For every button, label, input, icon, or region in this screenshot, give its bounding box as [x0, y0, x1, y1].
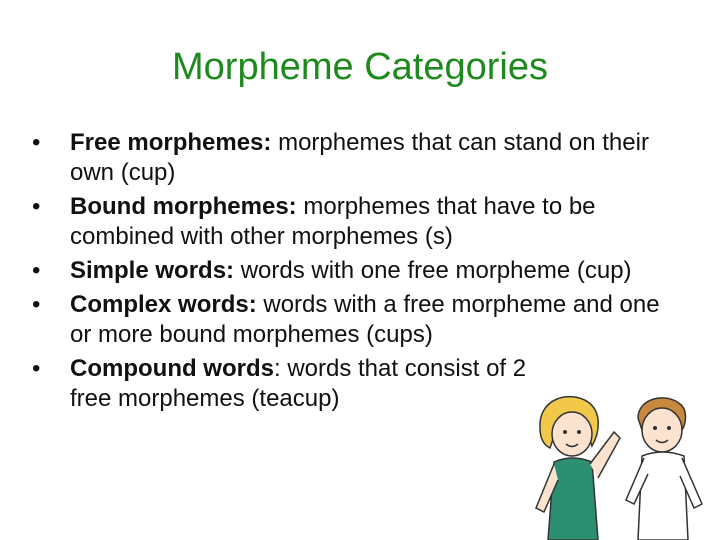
bullet-term: Simple words:: [70, 257, 235, 284]
bullet-dot-icon: •: [32, 129, 41, 156]
bullet-text: : words that consist of 2 free morphemes (teacup): [70, 355, 527, 412]
bullet-dot-icon: •: [32, 193, 41, 220]
bullet-item-bound-morphemes: [26, 192, 686, 252]
bullet-term: Compound words: [70, 355, 274, 382]
bullet-text: morphemes that can stand on their own (cup): [70, 129, 649, 186]
boy-figure-icon: [626, 398, 702, 540]
girl-figure-icon: [536, 397, 620, 540]
slide-title: Morpheme Categories: [172, 46, 548, 88]
two-children-illustration-icon: [530, 388, 720, 540]
bullet-term: Complex words:: [70, 291, 257, 318]
bullet-item-free-morphemes: [26, 128, 686, 188]
bullet-list: [26, 128, 686, 418]
bullet-text: words with a free morpheme and one or more bound morphemes (cups): [70, 291, 660, 348]
bullet-text: morphemes that have to be combined with other morphemes (s): [70, 193, 596, 250]
bullet-item-simple-words: [26, 256, 686, 286]
bullet-dot-icon: •: [32, 291, 41, 318]
bullet-dot-icon: •: [32, 355, 41, 382]
bullet-text: words with one free morpheme (cup): [240, 257, 632, 284]
bullet-dot-icon: •: [32, 257, 41, 284]
bullet-term: Bound morphemes:: [70, 193, 297, 220]
bullet-item-compound-words: [26, 354, 530, 414]
bullet-term: Free morphemes:: [70, 129, 272, 156]
bullet-item-complex-words: [26, 290, 686, 350]
